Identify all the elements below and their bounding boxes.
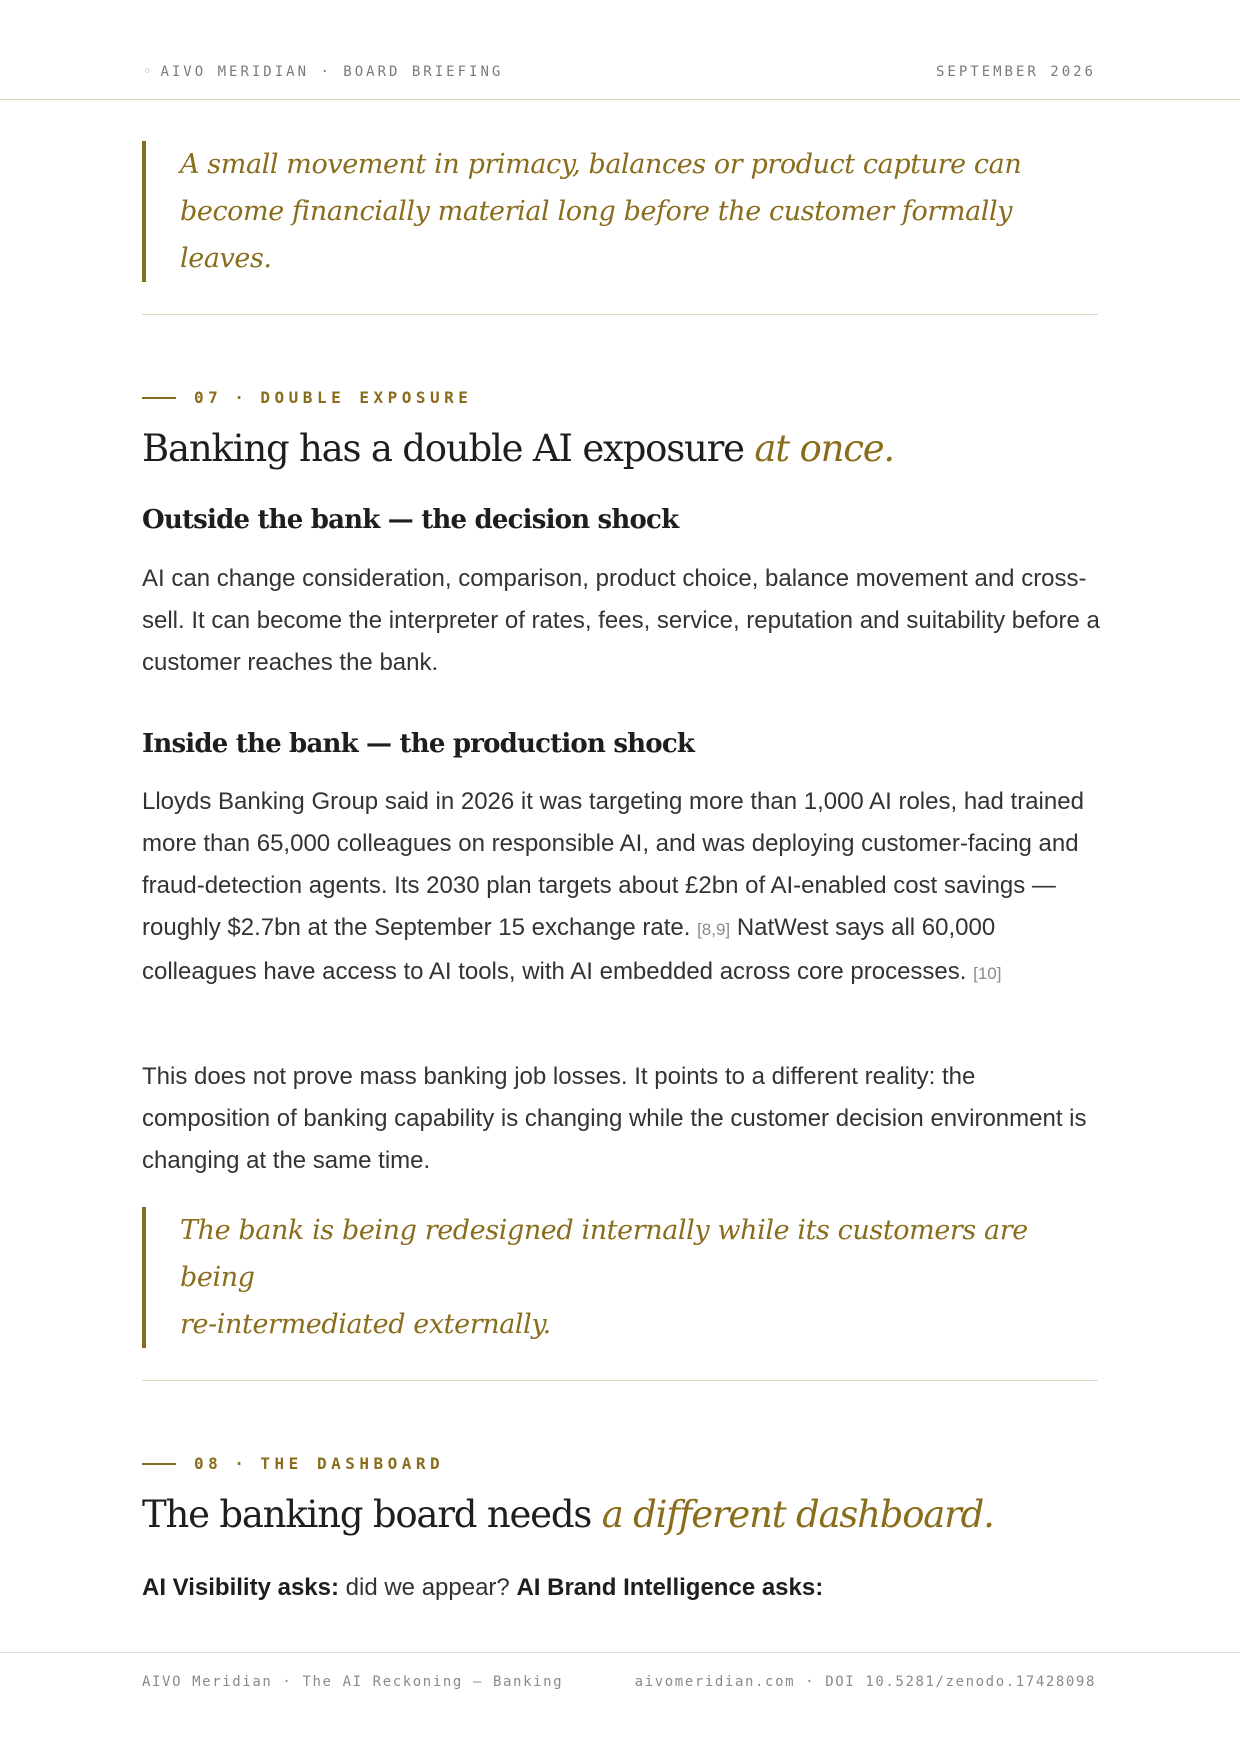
paragraph-lloyds-text: Lloyds Banking Group said in 2026 it was targeting more than 1,000 AI roles, had trained more than 65,000 colleagues on responsible AI, and was deploying customer-facing and fraud-detection agents. Its 2030 plan targets about £2bn of AI-enabled cost savings — roughly $2.7bn at the September 15 exchange rate. xyxy=(142,788,1084,941)
section-08-title-main: The banking board needs xyxy=(142,1493,602,1536)
section-07-title xyxy=(142,427,894,470)
section-08-label: THE DASHBOARD xyxy=(260,1454,445,1473)
paragraph-production-shock xyxy=(142,781,1102,995)
eyebrow-rule xyxy=(142,1463,176,1465)
top-quote-line-1: A small movement in primacy, balances or product capture can xyxy=(180,149,1022,180)
section-08-sep: · xyxy=(234,1454,249,1473)
top-pull-quote xyxy=(142,141,1098,282)
subheading-decision-shock: Outside the bank — the decision shock xyxy=(142,505,679,535)
paragraph-natwest-text: NatWest says all 60,000 colleagues have access to AI tools, with AI embedded across core processes. xyxy=(142,914,996,985)
page-footer xyxy=(0,1652,1240,1754)
header-brand-text: AIVO MERIDIAN · BOARD BRIEFING xyxy=(160,64,504,80)
eyebrow-rule xyxy=(142,397,176,399)
page-header xyxy=(0,0,1240,100)
section-08-number: 08 xyxy=(194,1454,223,1473)
section-07-quote-line-1: The bank is being redesigned internally while its customers are being xyxy=(180,1215,1028,1293)
paragraph-decision-shock: AI can change consideration, comparison, product choice, balance movement and cross-sell. It can become the interpreter of rates, fees, service, reputation and suitability before a customer reaches the bank. xyxy=(142,565,1100,676)
subheading-production-shock: Inside the bank — the production shock xyxy=(142,729,695,759)
section-07-pull-quote xyxy=(142,1207,1098,1348)
section-07-sep: · xyxy=(234,388,249,407)
header-date: SEPTEMBER 2026 xyxy=(935,64,1096,80)
footer-title: AIVO Meridian · The AI Reckoning — Banking xyxy=(142,1674,564,1690)
section-07-label: DOUBLE EXPOSURE xyxy=(260,388,473,407)
section-08-title xyxy=(142,1493,994,1536)
section-divider-1 xyxy=(142,314,1098,315)
top-quote-line-2: become financially material long before the customer formally leaves. xyxy=(180,196,1013,274)
header-brand xyxy=(143,64,503,80)
section-07-eyebrow xyxy=(142,388,472,407)
section-07-quote-line-2: re-intermediated externally. xyxy=(180,1309,551,1340)
section-08-title-accent: a different dashboard. xyxy=(601,1493,994,1536)
ai-visibility-question: did we appear? xyxy=(338,1574,517,1601)
footer-doi: aivomeridian.com · DOI 10.5281/zenodo.17428098 xyxy=(634,1674,1096,1690)
header-dot-icon: ◦ xyxy=(143,64,155,80)
dashboard-lead-paragraph xyxy=(142,1567,1102,1609)
section-07-title-accent: at once. xyxy=(754,427,894,470)
section-07-number: 07 xyxy=(194,388,223,407)
section-divider-2 xyxy=(142,1380,1098,1381)
section-07-title-main: Banking has a double AI exposure xyxy=(142,427,755,470)
section-08-eyebrow xyxy=(142,1454,444,1473)
citation-10: [10] xyxy=(973,964,1002,983)
citation-8-9: [8,9] xyxy=(697,920,731,939)
ai-visibility-label: AI Visibility asks: xyxy=(142,1574,339,1601)
paragraph-reality: This does not prove mass banking job losses. It points to a different reality: the composition of banking capability is changing while the customer decision environment is changing at the same time. xyxy=(142,1063,1087,1174)
ai-brand-intelligence-label: AI Brand Intelligence asks: xyxy=(516,1574,824,1601)
